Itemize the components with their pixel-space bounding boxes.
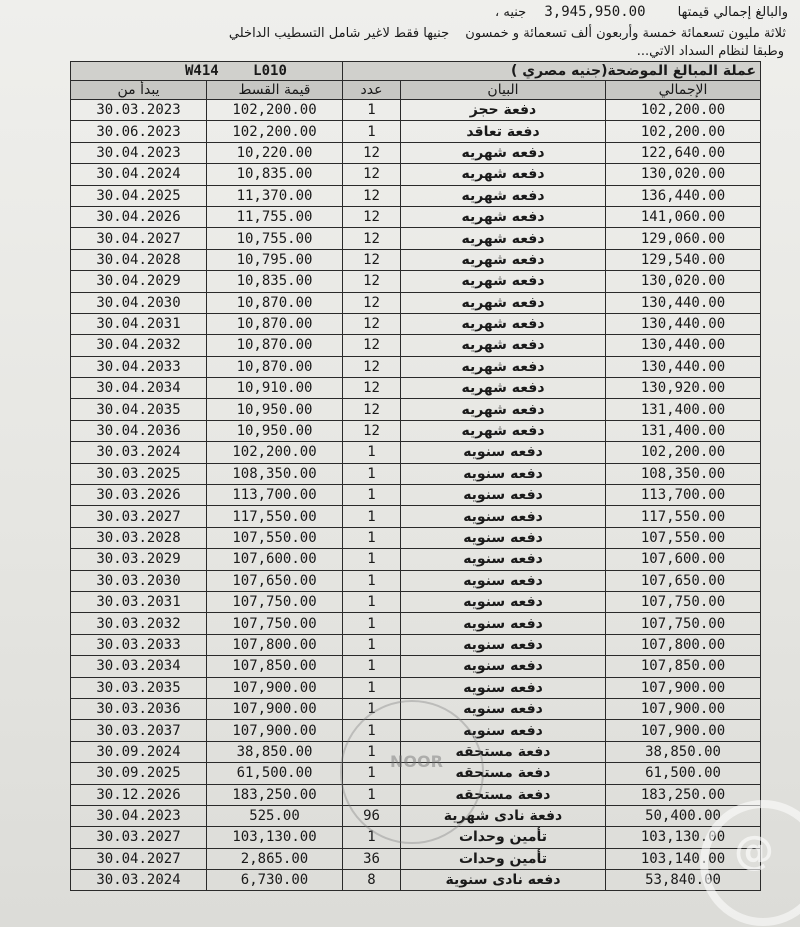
row-total: 107,800.00: [606, 634, 761, 655]
row-count: 1: [343, 763, 401, 784]
col-header-start-date: يبدأ من: [71, 81, 207, 100]
row-count: 12: [343, 399, 401, 420]
row-start-date: 30.04.2030: [71, 292, 207, 313]
row-start-date: 30.03.2028: [71, 527, 207, 548]
row-total: 107,850.00: [606, 656, 761, 677]
table-row: [71, 442, 761, 463]
row-installment: 113,700.00: [207, 485, 343, 506]
row-description: دفعه شهريه: [401, 356, 606, 377]
row-description: دفعه شهريه: [401, 142, 606, 163]
table-row: [71, 570, 761, 591]
table-row: [71, 292, 761, 313]
row-total: 38,850.00: [606, 741, 761, 762]
row-installment: 10,870.00: [207, 313, 343, 334]
table-row: [71, 677, 761, 698]
row-description: دفعه شهريه: [401, 335, 606, 356]
table-row: [71, 420, 761, 441]
row-count: 1: [343, 827, 401, 848]
col-header-count: عدد: [343, 81, 401, 100]
row-count: 12: [343, 164, 401, 185]
row-count: 12: [343, 378, 401, 399]
row-installment: 107,750.00: [207, 613, 343, 634]
table-row: [71, 399, 761, 420]
col-header-total: الإجمالي: [606, 81, 761, 100]
table-row: [71, 784, 761, 805]
row-installment: 10,795.00: [207, 249, 343, 270]
row-description: دفعه سنويه: [401, 485, 606, 506]
row-count: 12: [343, 356, 401, 377]
row-description: دفعه شهريه: [401, 313, 606, 334]
row-start-date: 30.04.2023: [71, 142, 207, 163]
row-start-date: 30.03.2023: [71, 100, 207, 121]
table-row: [71, 378, 761, 399]
table-row: [71, 506, 761, 527]
row-total: 107,750.00: [606, 613, 761, 634]
row-installment: 107,850.00: [207, 656, 343, 677]
table-row: [71, 206, 761, 227]
amount-in-words-start: ثلاثة مليون تسعمائة خمسة وأربعون ألف تسعمائة و خمسون: [465, 26, 786, 41]
row-count: 1: [343, 442, 401, 463]
row-start-date: 30.04.2036: [71, 420, 207, 441]
total-amount-line: [495, 4, 788, 20]
row-start-date: 30.04.2032: [71, 335, 207, 356]
row-start-date: 30.03.2029: [71, 549, 207, 570]
table-row: [71, 121, 761, 142]
row-description: دفعة تعاقد: [401, 121, 606, 142]
row-installment: 107,750.00: [207, 591, 343, 612]
row-installment: 107,900.00: [207, 698, 343, 719]
payment-schedule-table: [70, 61, 761, 891]
table-row: [71, 848, 761, 869]
row-installment: 107,800.00: [207, 634, 343, 655]
row-count: 12: [343, 313, 401, 334]
row-description: دفعه شهريه: [401, 228, 606, 249]
row-description: دفعه شهريه: [401, 399, 606, 420]
row-start-date: 30.03.2027: [71, 506, 207, 527]
row-count: 1: [343, 591, 401, 612]
row-count: 1: [343, 720, 401, 741]
table-body: [71, 100, 761, 891]
row-installment: 108,350.00: [207, 463, 343, 484]
table-row: [71, 613, 761, 634]
row-installment: 6,730.00: [207, 870, 343, 891]
table-row: [71, 313, 761, 334]
table-row: [71, 591, 761, 612]
row-count: 1: [343, 784, 401, 805]
row-description: دفعه نادى سنوية: [401, 870, 606, 891]
row-start-date: 30.04.2031: [71, 313, 207, 334]
row-installment: 107,550.00: [207, 527, 343, 548]
row-total: 102,200.00: [606, 100, 761, 121]
row-total: 113,700.00: [606, 485, 761, 506]
row-installment: 10,835.00: [207, 164, 343, 185]
row-count: 12: [343, 335, 401, 356]
row-start-date: 30.03.2033: [71, 634, 207, 655]
table-row: [71, 656, 761, 677]
row-installment: 10,910.00: [207, 378, 343, 399]
table-row: [71, 228, 761, 249]
table-row: [71, 805, 761, 826]
row-description: دفعه سنويه: [401, 527, 606, 548]
row-installment: 107,600.00: [207, 549, 343, 570]
table-row: [71, 335, 761, 356]
row-description: دفعه شهريه: [401, 249, 606, 270]
row-start-date: 30.03.2032: [71, 613, 207, 634]
row-total: 102,200.00: [606, 442, 761, 463]
row-start-date: 30.03.2027: [71, 827, 207, 848]
row-description: دفعة مستحقه: [401, 741, 606, 762]
row-start-date: 30.04.2029: [71, 271, 207, 292]
row-total: 107,750.00: [606, 591, 761, 612]
table-row: [71, 741, 761, 762]
row-start-date: 30.03.2036: [71, 698, 207, 719]
row-total: 130,020.00: [606, 271, 761, 292]
row-count: 12: [343, 420, 401, 441]
row-total: 102,200.00: [606, 121, 761, 142]
row-total: 61,500.00: [606, 763, 761, 784]
row-total: 131,400.00: [606, 420, 761, 441]
row-start-date: 30.03.2037: [71, 720, 207, 741]
row-total: 183,250.00: [606, 784, 761, 805]
col-header-installment: قيمة القسط: [207, 81, 343, 100]
row-installment: 11,755.00: [207, 206, 343, 227]
table-row: [71, 100, 761, 121]
row-description: تأمين وحدات: [401, 848, 606, 869]
table-header-row: [71, 81, 761, 100]
row-count: 1: [343, 634, 401, 655]
table-row: [71, 634, 761, 655]
row-description: دفعه سنويه: [401, 656, 606, 677]
table-row: [71, 870, 761, 891]
row-total: 130,920.00: [606, 378, 761, 399]
table-row: [71, 142, 761, 163]
row-count: 1: [343, 463, 401, 484]
row-start-date: 30.09.2024: [71, 741, 207, 762]
row-description: دفعه سنويه: [401, 570, 606, 591]
row-count: 1: [343, 698, 401, 719]
row-start-date: 30.03.2026: [71, 485, 207, 506]
row-total: 141,060.00: [606, 206, 761, 227]
row-installment: 38,850.00: [207, 741, 343, 762]
row-start-date: 30.04.2026: [71, 206, 207, 227]
row-installment: 2,865.00: [207, 848, 343, 869]
row-count: 1: [343, 677, 401, 698]
table-row: [71, 549, 761, 570]
row-description: دفعه سنويه: [401, 442, 606, 463]
row-count: 1: [343, 485, 401, 506]
row-installment: 107,900.00: [207, 677, 343, 698]
row-start-date: 30.04.2034: [71, 378, 207, 399]
row-count: 1: [343, 527, 401, 548]
row-description: دفعه سنويه: [401, 634, 606, 655]
row-start-date: 30.04.2028: [71, 249, 207, 270]
row-start-date: 30.03.2030: [71, 570, 207, 591]
row-total: 129,540.00: [606, 249, 761, 270]
row-description: دفعه سنويه: [401, 463, 606, 484]
row-installment: 11,370.00: [207, 185, 343, 206]
row-count: 1: [343, 506, 401, 527]
total-amount-value: 3,945,950.00: [544, 4, 646, 20]
total-amount-label: والبالغ إجمالي قيمتها: [677, 5, 788, 20]
row-start-date: 30.03.2025: [71, 463, 207, 484]
row-count: 12: [343, 249, 401, 270]
row-installment: 10,870.00: [207, 292, 343, 313]
row-installment: 10,220.00: [207, 142, 343, 163]
table-row: [71, 271, 761, 292]
row-installment: 183,250.00: [207, 784, 343, 805]
row-count: 12: [343, 228, 401, 249]
table-row: [71, 185, 761, 206]
row-total: 107,550.00: [606, 527, 761, 548]
table-row: [71, 527, 761, 548]
row-start-date: 30.04.2023: [71, 805, 207, 826]
row-count: 36: [343, 848, 401, 869]
row-count: 96: [343, 805, 401, 826]
row-description: دفعة مستحقه: [401, 784, 606, 805]
row-description: دفعه شهريه: [401, 206, 606, 227]
row-start-date: 30.04.2025: [71, 185, 207, 206]
row-total: 108,350.00: [606, 463, 761, 484]
row-count: 1: [343, 121, 401, 142]
row-installment: 102,200.00: [207, 100, 343, 121]
row-count: 1: [343, 100, 401, 121]
row-description: دفعه سنويه: [401, 506, 606, 527]
watermark-logo-text: @: [734, 828, 774, 874]
row-description: دفعه سنويه: [401, 549, 606, 570]
row-total: 103,140.00: [606, 848, 761, 869]
unit-reference: [71, 62, 343, 81]
row-start-date: 30.03.2024: [71, 442, 207, 463]
row-start-date: 30.03.2024: [71, 870, 207, 891]
row-installment: 10,870.00: [207, 335, 343, 356]
row-count: 1: [343, 549, 401, 570]
row-start-date: 30.04.2027: [71, 228, 207, 249]
table-row: [71, 485, 761, 506]
row-installment: 117,550.00: [207, 506, 343, 527]
unit-code-building: W414: [185, 63, 219, 79]
row-description: دفعه شهريه: [401, 420, 606, 441]
row-total: 107,600.00: [606, 549, 761, 570]
amount-in-words-end: جنيها فقط لاغير شامل التسطيب الداخلي: [228, 26, 450, 41]
row-installment: 525.00: [207, 805, 343, 826]
row-start-date: 30.04.2033: [71, 356, 207, 377]
row-count: 12: [343, 292, 401, 313]
row-total: 130,440.00: [606, 335, 761, 356]
row-description: تأمين وحدات: [401, 827, 606, 848]
row-total: 117,550.00: [606, 506, 761, 527]
row-total: 130,020.00: [606, 164, 761, 185]
row-installment: 102,200.00: [207, 121, 343, 142]
row-installment: 103,130.00: [207, 827, 343, 848]
row-total: 107,900.00: [606, 677, 761, 698]
total-amount-currency: جنيه ،: [495, 5, 527, 20]
row-count: 1: [343, 613, 401, 634]
row-start-date: 30.06.2023: [71, 121, 207, 142]
row-count: 12: [343, 271, 401, 292]
row-total: 122,640.00: [606, 142, 761, 163]
row-description: دفعة حجز: [401, 100, 606, 121]
row-total: 129,060.00: [606, 228, 761, 249]
row-description: دفعه سنويه: [401, 591, 606, 612]
row-count: 1: [343, 656, 401, 677]
col-header-description: البيان: [401, 81, 606, 100]
row-description: دفعه سنويه: [401, 720, 606, 741]
row-start-date: 30.04.2027: [71, 848, 207, 869]
row-installment: 10,950.00: [207, 399, 343, 420]
amount-in-words-line: [229, 26, 786, 41]
row-description: دفعه شهريه: [401, 185, 606, 206]
row-start-date: 30.04.2035: [71, 399, 207, 420]
table-row: [71, 249, 761, 270]
row-start-date: 30.12.2026: [71, 784, 207, 805]
row-description: دفعه شهريه: [401, 292, 606, 313]
row-count: 12: [343, 185, 401, 206]
row-start-date: 30.03.2035: [71, 677, 207, 698]
payment-system-intro: وطبقا لنظام السداد الاتي...: [636, 44, 784, 59]
row-installment: 10,870.00: [207, 356, 343, 377]
document-header: [0, 0, 800, 62]
row-total: 131,400.00: [606, 399, 761, 420]
table-row: [71, 720, 761, 741]
row-total: 107,900.00: [606, 698, 761, 719]
row-count: 12: [343, 206, 401, 227]
row-count: 8: [343, 870, 401, 891]
row-start-date: 30.04.2024: [71, 164, 207, 185]
row-start-date: 30.03.2034: [71, 656, 207, 677]
row-description: دفعة مستحقه: [401, 763, 606, 784]
row-installment: 10,755.00: [207, 228, 343, 249]
row-installment: 102,200.00: [207, 442, 343, 463]
row-installment: 107,900.00: [207, 720, 343, 741]
row-start-date: 30.09.2025: [71, 763, 207, 784]
row-description: دفعه شهريه: [401, 164, 606, 185]
row-total: 130,440.00: [606, 292, 761, 313]
row-total: 130,440.00: [606, 356, 761, 377]
row-total: 103,130.00: [606, 827, 761, 848]
row-installment: 61,500.00: [207, 763, 343, 784]
row-description: دفعه شهريه: [401, 378, 606, 399]
row-installment: 107,650.00: [207, 570, 343, 591]
row-count: 1: [343, 741, 401, 762]
table-row: [71, 463, 761, 484]
row-count: 12: [343, 142, 401, 163]
row-total: 53,840.00: [606, 870, 761, 891]
table-row: [71, 827, 761, 848]
table-banner-row: [71, 62, 761, 81]
currency-title: عملة المبالغ الموضحة(جنيه مصري ): [343, 62, 761, 81]
row-count: 1: [343, 570, 401, 591]
row-start-date: 30.03.2031: [71, 591, 207, 612]
row-description: دفعه سنويه: [401, 698, 606, 719]
row-description: دفعة نادى شهرية: [401, 805, 606, 826]
row-total: 107,900.00: [606, 720, 761, 741]
row-total: 136,440.00: [606, 185, 761, 206]
stamp-logo-text: NOOR: [390, 752, 443, 771]
row-total: 107,650.00: [606, 570, 761, 591]
table-row: [71, 356, 761, 377]
table-row: [71, 164, 761, 185]
table-row: [71, 763, 761, 784]
table-row: [71, 698, 761, 719]
row-installment: 10,835.00: [207, 271, 343, 292]
row-total: 130,440.00: [606, 313, 761, 334]
row-description: دفعه شهريه: [401, 271, 606, 292]
row-installment: 10,950.00: [207, 420, 343, 441]
row-total: 50,400.00: [606, 805, 761, 826]
row-description: دفعه سنويه: [401, 677, 606, 698]
row-description: دفعه سنويه: [401, 613, 606, 634]
unit-code-level: L010: [253, 63, 287, 79]
